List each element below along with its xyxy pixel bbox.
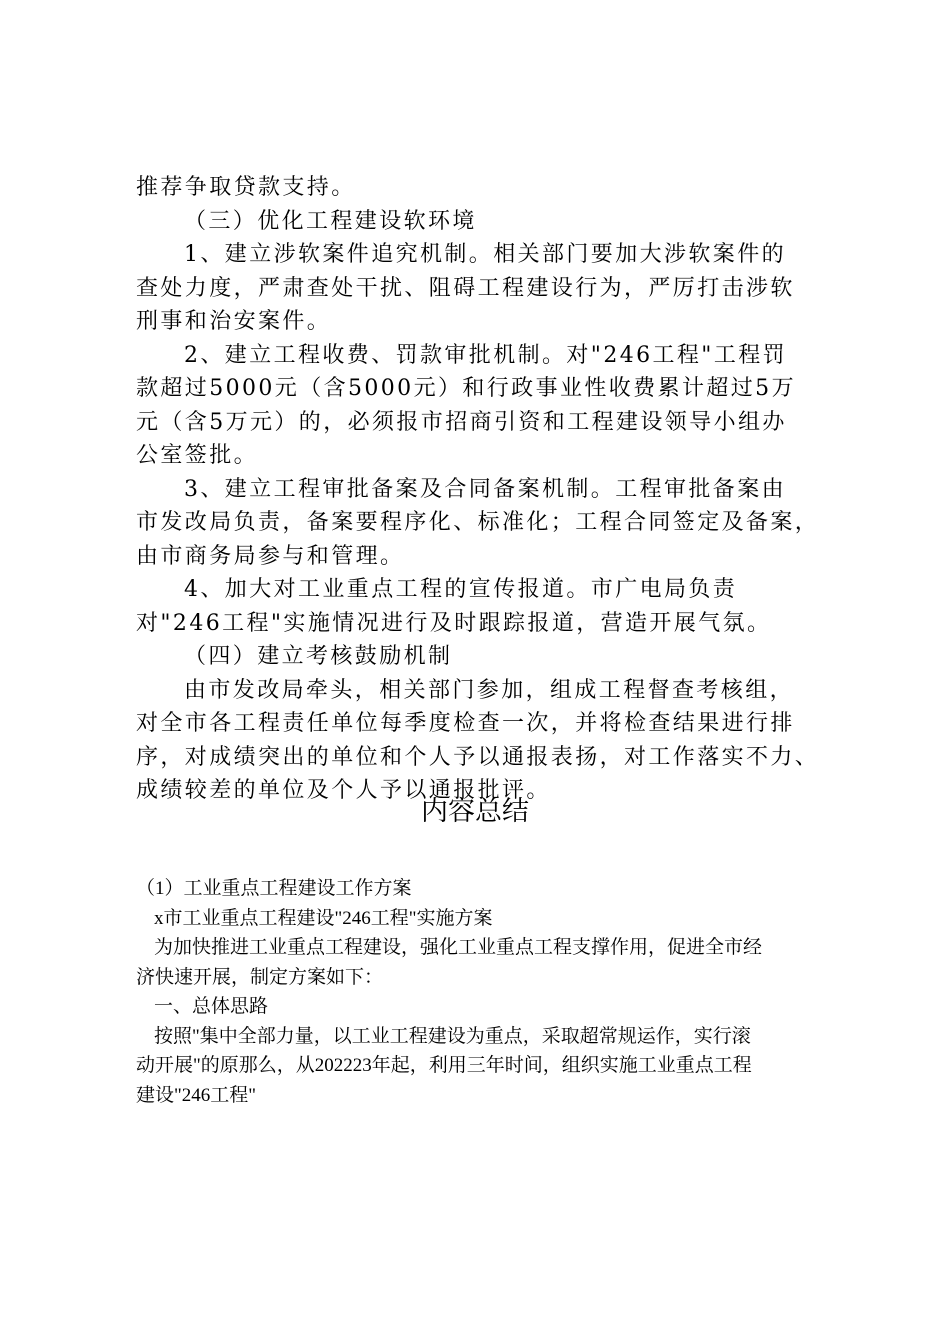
summary-section <box>136 874 836 1110</box>
body-line: 公室签批。 <box>136 443 259 468</box>
body-line: 款超过5000元（含5000元）和行政事业性收费累计超过5万 <box>136 376 796 401</box>
section-heading: （三）优化工程建设软环境 <box>184 208 477 234</box>
summary-line: x市工业重点工程建设"246工程"实施方案 <box>154 907 493 929</box>
summary-line: 动开展"的原那么，从202223年起，利用三年时间，组织实施工业重点工程 <box>136 1055 752 1076</box>
body-line: 2、建立工程收费、罚款审批机制。对"246工程"工程罚 <box>184 342 788 368</box>
body-line: 3、建立工程审批备案及合同备案机制。工程审批备案由 <box>184 476 786 502</box>
body-line: 序，对成绩突出的单位和个人予以通报表扬，对工作落实不力、 <box>136 744 820 770</box>
body-line: 4、加大对工业重点工程的宣传报道。市广电局负责 <box>184 577 738 602</box>
section-heading: （四）建立考核鼓励机制 <box>184 644 453 669</box>
body-line: 市发改局负责，备案要程序化、标准化；工程合同签定及备案， <box>136 510 820 535</box>
body-line: 1、建立涉软案件追究机制。相关部门要加大涉软案件的 <box>184 242 786 267</box>
body-section <box>136 171 836 808</box>
body-line: 推荐争取贷款支持。 <box>136 175 356 200</box>
body-line: 由市商务局参与和管理。 <box>136 543 405 569</box>
summary-line: 建设"246工程" <box>136 1084 257 1106</box>
body-line: 刑事和治安案件。 <box>136 309 332 334</box>
body-line: 对全市各工程责任单位每季度检查一次，并将检查结果进行排 <box>136 711 795 736</box>
summary-title: 内容总结 <box>421 796 529 827</box>
body-line: 元（含5万元）的，必须报市招商引资和工程建设领导小组办 <box>136 409 787 435</box>
body-line: 由市发改局牵头，相关部门参加，组成工程督查考核组， <box>184 677 795 703</box>
body-line: 成绩较差的单位及个人予以通报批评。 <box>136 778 551 803</box>
body-line: 对"246工程"实施情况进行及时跟踪报道，营造开展气氛。 <box>136 610 772 636</box>
summary-line: 按照"集中全部力量，以工业工程建设为重点，采取超常规运作，实行滚 <box>154 1025 751 1047</box>
body-line: 查处力度，严肃查处干扰、阻碍工程建设行为，严厉打击涉软 <box>136 275 795 301</box>
summary-line: （1）工业重点工程建设工作方案 <box>136 878 412 899</box>
summary-line: 为加快推进工业重点工程建设，强化工业重点工程支撑作用，促进全市经 <box>154 937 763 958</box>
summary-line: 一、总体思路 <box>154 996 269 1017</box>
summary-line: 济快速开展，制定方案如下： <box>136 966 384 988</box>
